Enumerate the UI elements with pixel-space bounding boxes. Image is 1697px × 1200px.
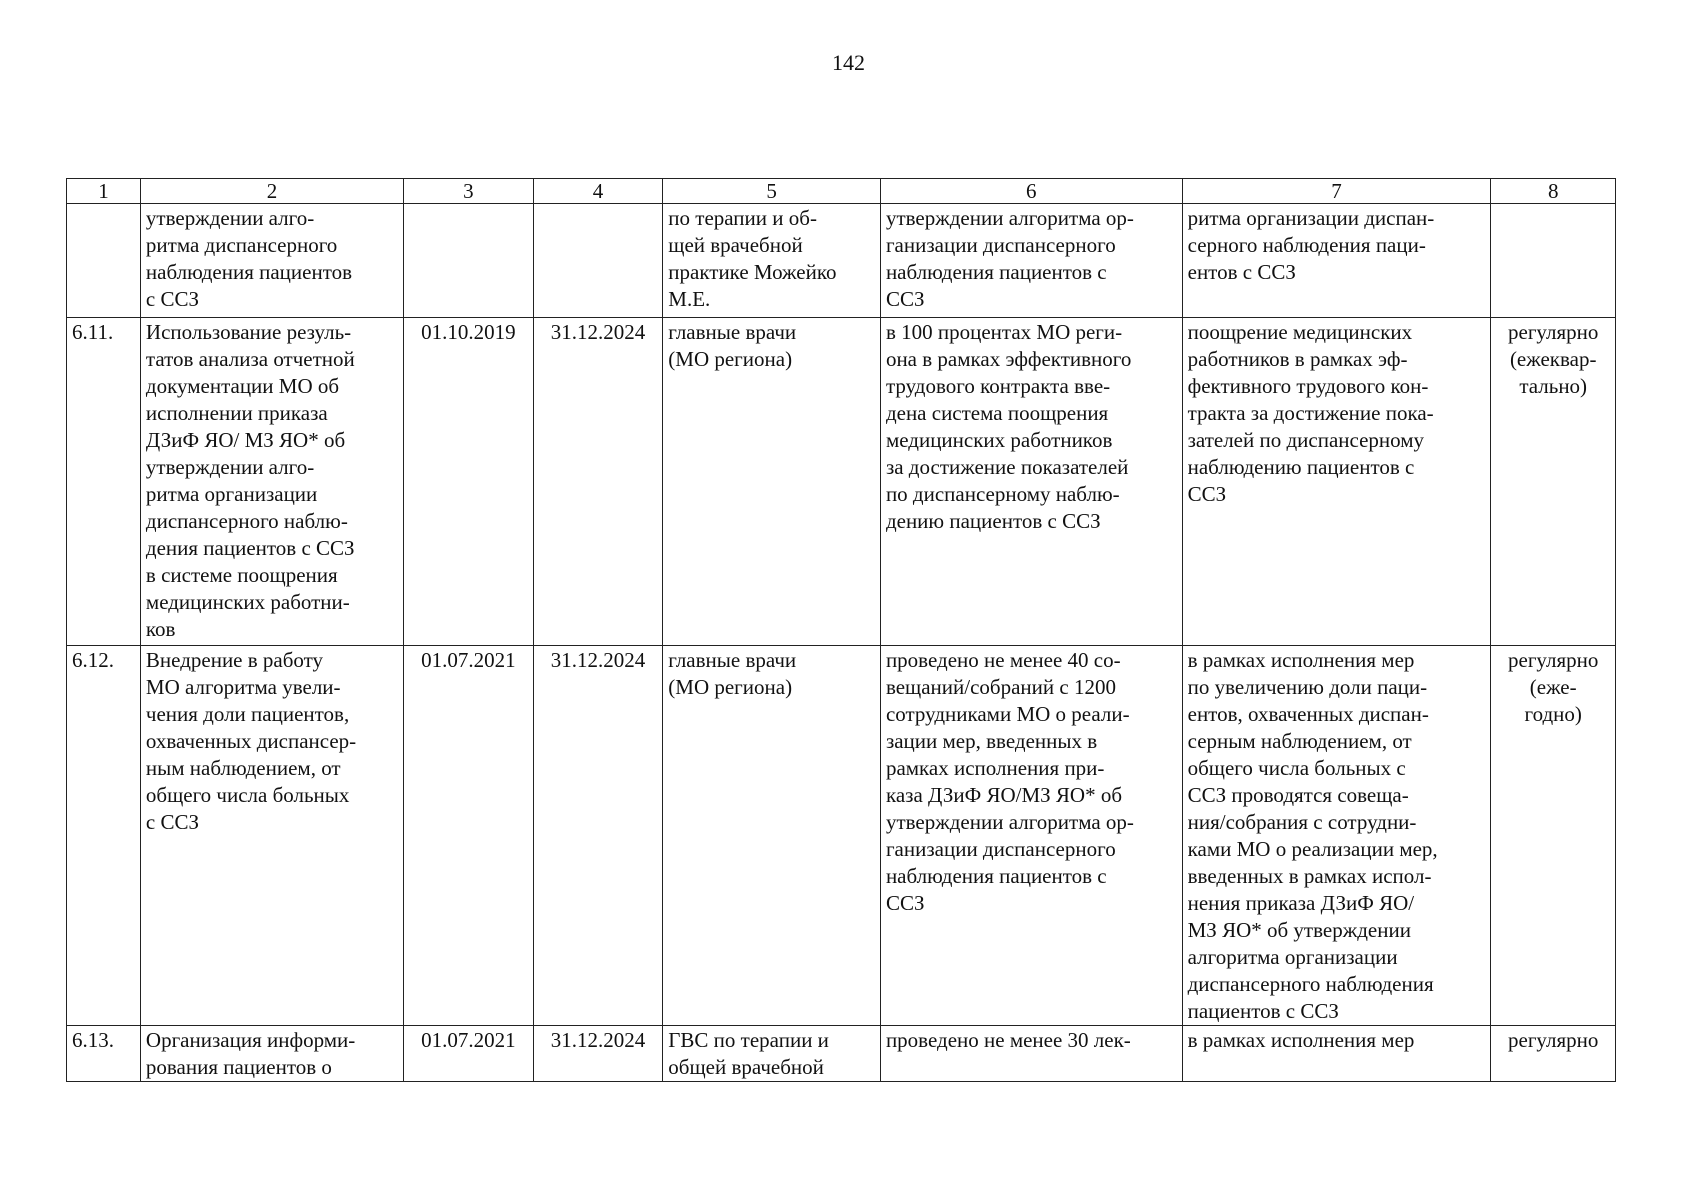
result-cell: проведено не менее 40 со- вещаний/собраний с 1200 сотрудниками МО о реали- зации мер, введенных в рамках исполнения при- каза ДЗиФ ЯО/МЗ ЯО* об утверждении алгоритма ор- ганизации диспансерного наблюдения пациентов с ССЗ [880, 646, 1182, 1026]
frequency-cell: регулярно (еже- годно) [1491, 646, 1616, 1026]
row-number-cell: 6.13. [67, 1026, 141, 1082]
column-header: 8 [1491, 179, 1616, 204]
responsible-cell: по терапии и об- щей врачебной практике Можейко М.Е. [663, 204, 881, 318]
table-row [67, 1026, 1616, 1082]
indicator-cell: в рамках исполнения мер [1182, 1026, 1491, 1082]
row-number-cell: 6.12. [67, 646, 141, 1026]
result-cell: утверждении алгоритма ор- ганизации диспансерного наблюдения пациентов с ССЗ [880, 204, 1182, 318]
column-header: 7 [1182, 179, 1491, 204]
row-number-cell: 6.11. [67, 318, 141, 646]
start-date-cell: 01.10.2019 [404, 318, 534, 646]
measures-table [66, 178, 1616, 1082]
column-header: 5 [663, 179, 881, 204]
responsible-cell: главные врачи (МО региона) [663, 318, 881, 646]
column-header: 1 [67, 179, 141, 204]
frequency-cell: регулярно (ежеквар- тально) [1491, 318, 1616, 646]
measure-name-cell: Внедрение в работу МО алгоритма увели- чения доли пациентов, охваченных диспансер- ным наблюдением, от общего числа больных с ССЗ [140, 646, 403, 1026]
end-date-cell [533, 204, 663, 318]
indicator-cell: поощрение медицинских работников в рамках эф- фективного трудового кон- тракта за достижение пока- зателей по диспансерному наблюдению пациентов с ССЗ [1182, 318, 1491, 646]
row-number-cell [67, 204, 141, 318]
result-cell: в 100 процентах МО реги- она в рамках эффективного трудового контракта вве- дена система поощрения медицинских работников за достижение показателей по диспансерному наблю- дению пациентов с ССЗ [880, 318, 1182, 646]
result-cell: проведено не менее 30 лек- [880, 1026, 1182, 1082]
page-number: 142 [832, 50, 865, 75]
end-date-cell: 31.12.2024 [533, 646, 663, 1026]
start-date-cell: 01.07.2021 [404, 1026, 534, 1082]
measure-name-cell: Использование резуль- татов анализа отчетной документации МО об исполнении приказа ДЗиФ ЯО/ МЗ ЯО* об утверждении алго- ритма организации диспансерного наблю- дения пациентов с ССЗ в системе поощрения медицинских работни- ков [140, 318, 403, 646]
measure-name-cell: Организация информи- рования пациентов о [140, 1026, 403, 1082]
indicator-cell: в рамках исполнения мер по увеличению доли паци- ентов, охваченных диспан- серным наблюдением, от общего числа больных с ССЗ проводятся совеща- ния/собрания с сотрудни- ками МО о реализации мер, введенных в рамках испол- нения приказа ДЗиФ ЯО/ МЗ ЯО* об утверждении алгоритма организации диспансерного наблюдения пациентов с ССЗ [1182, 646, 1491, 1026]
responsible-cell: ГВС по терапии и общей врачебной [663, 1026, 881, 1082]
table-row [67, 204, 1616, 318]
end-date-cell: 31.12.2024 [533, 318, 663, 646]
frequency-cell [1491, 204, 1616, 318]
table-row [67, 318, 1616, 646]
column-header: 3 [404, 179, 534, 204]
table-row [67, 646, 1616, 1026]
measure-name-cell: утверждении алго- ритма диспансерного наблюдения пациентов с ССЗ [140, 204, 403, 318]
responsible-cell: главные врачи (МО региона) [663, 646, 881, 1026]
column-number-row [67, 179, 1616, 204]
start-date-cell [404, 204, 534, 318]
column-header: 6 [880, 179, 1182, 204]
column-header: 2 [140, 179, 403, 204]
end-date-cell: 31.12.2024 [533, 1026, 663, 1082]
start-date-cell: 01.07.2021 [404, 646, 534, 1026]
indicator-cell: ритма организации диспан- серного наблюдения паци- ентов с ССЗ [1182, 204, 1491, 318]
column-header: 4 [533, 179, 663, 204]
frequency-cell: регулярно [1491, 1026, 1616, 1082]
